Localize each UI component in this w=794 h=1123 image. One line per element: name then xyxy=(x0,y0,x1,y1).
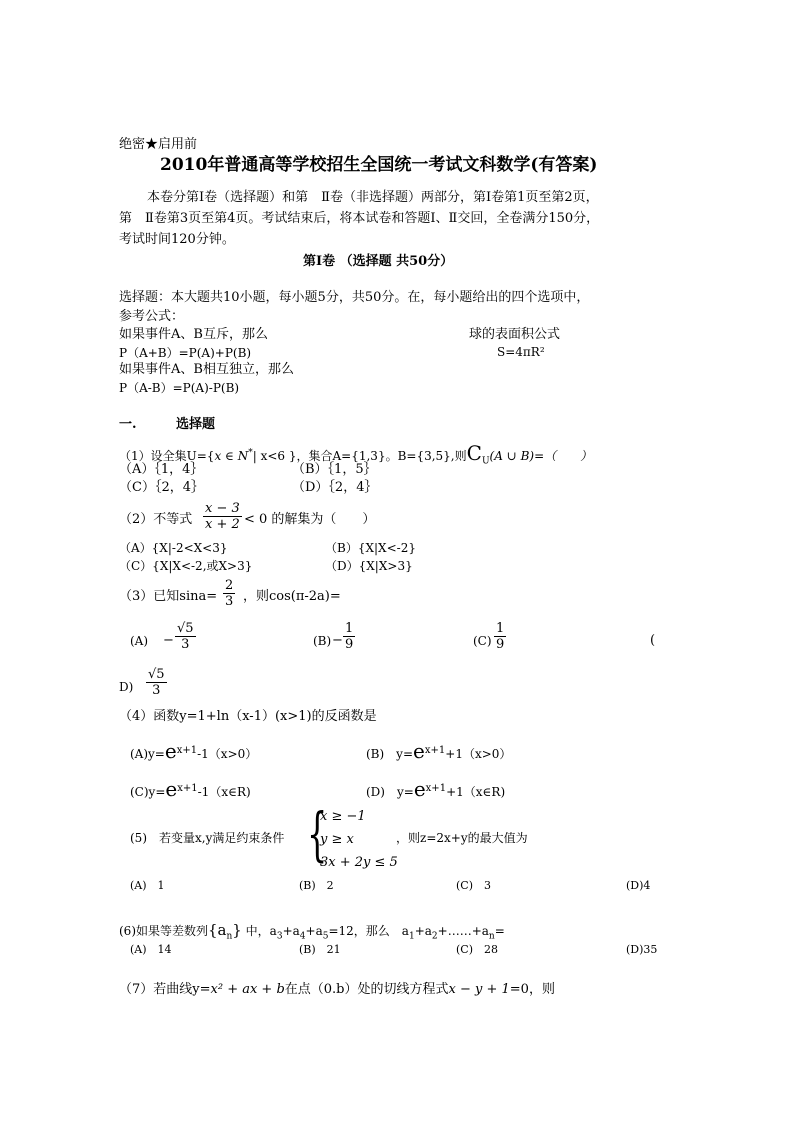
q3-stem-b: ，则cos(π-2a)= xyxy=(243,589,341,604)
q2-option-d: （D）{X|X>3} xyxy=(325,559,413,573)
formula-product: P（A-B）=P(A)-P(B) xyxy=(119,381,240,395)
q4-stem: （4）函数y=1+ln（x-1）(x>1)的反函数是 xyxy=(119,709,377,724)
q2-option-a: （A）{X|-2<X<3} xyxy=(119,541,228,555)
q2-option-c: （C）{X|X<-2,或X>3} xyxy=(119,559,253,573)
section-description: 选择题：本大题共10小题，每小题5分，共50分。在，每小题给出的四个选项中， xyxy=(119,290,590,305)
q4-option-b: (B) $y=e^{x+1}+1(x>0)$ xyxy=(366,739,512,763)
q5-constraint-2: y ≥ x xyxy=(320,832,354,847)
section-heading: 第Ⅰ卷 （选择题 共50分） xyxy=(303,254,454,269)
confidential-label: 绝密★启用前 xyxy=(119,137,198,152)
q1-stem: （1）设全集U={x ∈ N*| x<6 }，集合A={1,3}。B={3,5},则$C_U(A$ ∪ B)=（ ） xyxy=(119,441,593,467)
q7-stem: （7）若曲线y=x² + ax + b在点（0.b）处的切线方程式x − y + 1=0，则 xyxy=(119,982,555,997)
q4-option-d: (D) $y=e^{x+1}+1(x\in R)$ xyxy=(366,777,506,801)
q2-fraction: $\frac{x - 3}{x + 2}$ xyxy=(205,501,240,532)
part-number: 一. xyxy=(119,417,137,432)
intro-line-1: 本卷分第Ⅰ卷（选择题）和第 Ⅱ卷（非选择题）两部分，第Ⅰ卷第1页至第2页， xyxy=(147,190,599,205)
q3-option-b-fraction: $\frac{1}{9}$ xyxy=(345,621,354,652)
q1-option-b: （B）｛1，5｝ xyxy=(292,462,377,477)
q3-paren: ( xyxy=(650,633,656,648)
q5-option-b: (B) 2 xyxy=(299,879,334,892)
q5-option-a: (A) 1 xyxy=(130,879,165,892)
q5-constraint-1: x ≥ −1 xyxy=(320,809,366,824)
q3-option-a-label: (A) xyxy=(130,634,149,648)
q5-stem-a: (5) 若变量x,y满足约束条件 xyxy=(130,831,285,845)
q5-option-c: (C) 3 xyxy=(456,879,491,892)
q3-option-c-fraction: $\frac{1}{9}$ xyxy=(496,621,505,652)
formula-sum: P（A+B）=P(A)+P(B) xyxy=(119,346,252,360)
intro-line-3: 考试时间120分钟。 xyxy=(119,232,235,247)
q2-option-b: （B）{X|X<-2} xyxy=(325,541,416,555)
formula-mutually-exclusive: 如果事件A、B互斥，那么 xyxy=(119,327,268,342)
q3-option-c-label: (C) xyxy=(473,634,492,648)
q3-option-a-sign: − xyxy=(163,633,174,648)
sphere-area-formula: S=4πR² xyxy=(497,345,545,359)
q6-option-a: (A) 14 xyxy=(130,943,172,956)
q5-stem-b: ，则z=2x+y的最大值为 xyxy=(396,831,528,845)
q4-option-c: $(C)y=e^{x+1}-1(x\in R)$ xyxy=(130,777,251,801)
q3-fraction: $\frac{2}{3}$ xyxy=(225,578,234,609)
q1-option-a: （A）｛1，4｝ xyxy=(119,462,204,477)
q3-option-d-label: D) xyxy=(119,680,134,694)
q3-option-a-fraction: $\frac{√5}{3}$ xyxy=(177,621,194,652)
q3-option-b-label: (B) xyxy=(313,634,332,648)
q5-constraint-3: 3x + 2y ≤ 5 xyxy=(320,855,398,870)
q6-option-c: (C) 28 xyxy=(456,943,498,956)
page-title: 2010年普通高等学校招生全国统一考试文科数学(有答案) xyxy=(160,155,598,175)
sphere-area-label: 球的表面积公式 xyxy=(469,327,561,342)
q1-option-c: （C）｛2，4｝ xyxy=(119,480,204,495)
q5-option-d: (D)4 xyxy=(626,879,651,892)
q4-option-a: $(A)y=e^{x+1}-1(x>0)$ xyxy=(130,739,258,763)
q2-stem-b: < 0 的解集为（ ） xyxy=(244,512,376,527)
formula-independent: 如果事件A、B相互独立，那么 xyxy=(119,362,294,377)
q6-option-b: (B) 21 xyxy=(299,943,341,956)
q6-option-d: (D)35 xyxy=(626,943,658,956)
q1-option-d: （D）｛2，4｝ xyxy=(292,480,378,495)
q6-stem: (6)如果等差数列$\{a_n\}$ 中，$a_3+a_4+a_5=12$，那么 $a_1+a_2+\dots\dots+a_n=$ xyxy=(119,921,505,942)
q2-stem-a: （2）不等式 xyxy=(119,512,193,527)
q3-option-b-sign: − xyxy=(332,633,343,648)
q3-stem-a: （3）已知sina= xyxy=(119,589,218,604)
q3-option-d-fraction: $\frac{√5}{3}$ xyxy=(148,667,165,698)
part-label: 选择题 xyxy=(176,417,216,432)
reference-formulas-label: 参考公式： xyxy=(119,309,185,324)
intro-line-2: 第 Ⅱ卷第3页至第4页。考试结束后，将本试卷和答题Ⅰ、Ⅱ交回，全卷满分150分， xyxy=(119,211,600,226)
q5-brace: { xyxy=(307,800,328,868)
